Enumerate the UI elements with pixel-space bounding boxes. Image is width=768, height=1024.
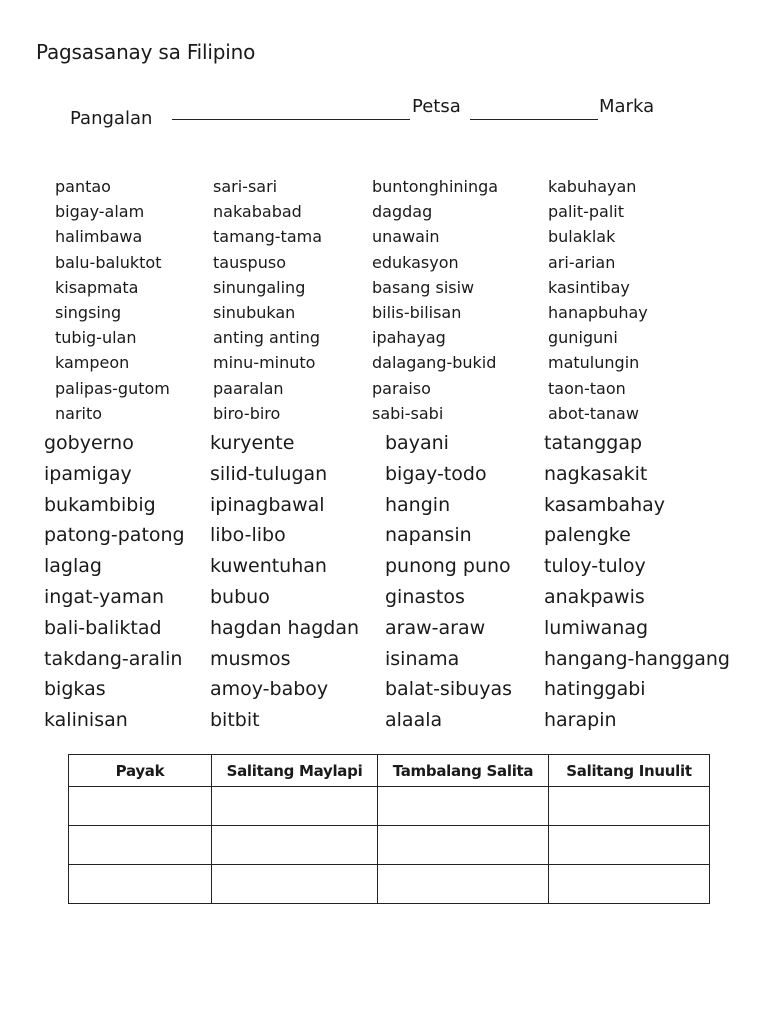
- word: bigay-todo: [385, 462, 487, 485]
- word: takdang-aralin: [44, 647, 183, 670]
- word: hanapbuhay: [548, 302, 648, 322]
- word: araw-araw: [385, 616, 486, 639]
- word: ipinagbawal: [210, 493, 325, 516]
- word: sinubukan: [213, 302, 296, 322]
- word: kuryente: [210, 432, 295, 454]
- answer-cell[interactable]: [212, 865, 378, 904]
- word: bilis-bilisan: [372, 302, 462, 322]
- word-column-1: [55, 174, 170, 426]
- word: bitbit: [210, 709, 260, 732]
- word: gobyerno: [44, 432, 134, 454]
- word: tamang-tama: [213, 227, 323, 247]
- word-column-4: [548, 174, 648, 426]
- word: balu-baluktot: [55, 252, 162, 272]
- word: alaala: [385, 709, 443, 732]
- word: amoy-baboy: [210, 678, 329, 701]
- word: ipahayag: [372, 328, 446, 348]
- word: bigay-alam: [55, 202, 145, 222]
- word: sinungaling: [213, 277, 306, 297]
- word: tauspuso: [213, 252, 286, 272]
- name-blank[interactable]: [172, 119, 410, 120]
- word: silid-tulugan: [210, 462, 328, 485]
- classification-table: [68, 754, 710, 904]
- answer-cell[interactable]: [549, 826, 710, 865]
- name-label: Pangalan: [70, 108, 153, 129]
- header-payak: Payak: [69, 755, 212, 787]
- word: kasambahay: [544, 493, 665, 516]
- word: buntonghininga: [372, 177, 499, 196]
- table-header-row: [69, 755, 710, 787]
- word: matulungin: [548, 353, 640, 373]
- word: ginastos: [385, 585, 465, 608]
- word: singsing: [55, 302, 122, 322]
- word: bubuo: [210, 585, 270, 608]
- word: abot-tanaw: [548, 403, 639, 423]
- word: palipas-gutom: [55, 378, 170, 398]
- word: napansin: [385, 524, 472, 547]
- word: bulaklak: [548, 227, 616, 247]
- word: kampeon: [55, 353, 130, 373]
- word: bigkas: [44, 678, 106, 701]
- word: hangin: [385, 493, 451, 516]
- word-column-1: [44, 428, 185, 736]
- word-column-2: [210, 428, 359, 736]
- word: sabi-sabi: [372, 403, 444, 423]
- word: kasintibay: [548, 277, 630, 297]
- word: punong puno: [385, 555, 511, 578]
- date-blank[interactable]: [470, 119, 598, 120]
- word: bayani: [385, 432, 449, 454]
- word: kalinisan: [44, 709, 128, 732]
- word: paaralan: [213, 378, 284, 398]
- answer-cell[interactable]: [378, 865, 549, 904]
- word: biro-biro: [213, 403, 281, 423]
- word: pantao: [55, 177, 111, 196]
- word: kisapmata: [55, 277, 139, 297]
- word: basang sisiw: [372, 277, 475, 297]
- header-salitang-maylapi: Salitang Maylapi: [212, 755, 378, 787]
- word: balat-sibuyas: [385, 678, 512, 701]
- word-column-3: [372, 174, 498, 426]
- word: palengke: [544, 524, 631, 547]
- word: tatanggap: [544, 432, 643, 454]
- word: ingat-yaman: [44, 585, 165, 608]
- page-title: Pagsasanay sa Filipino: [36, 40, 256, 64]
- word: hagdan hagdan: [210, 616, 360, 639]
- word: guniguni: [548, 328, 618, 348]
- header-salitang-inuulit: Salitang Inuulit: [549, 755, 710, 787]
- word: dalagang-bukid: [372, 353, 497, 373]
- word: tuloy-tuloy: [544, 555, 646, 578]
- word-column-2: [213, 174, 322, 426]
- word: unawain: [372, 227, 440, 247]
- word: nakababad: [213, 202, 302, 222]
- word: paraiso: [372, 378, 431, 398]
- word: palit-palit: [548, 202, 625, 222]
- word: ipamigay: [44, 462, 132, 485]
- word: anakpawis: [544, 585, 645, 608]
- word-column-3: [385, 428, 512, 736]
- answer-cell[interactable]: [69, 826, 212, 865]
- word: narito: [55, 403, 103, 423]
- word: dagdag: [372, 202, 433, 222]
- word: harapin: [544, 709, 617, 732]
- answer-cell[interactable]: [212, 787, 378, 826]
- table-row: [69, 826, 710, 865]
- word: hatinggabi: [544, 678, 646, 701]
- word: musmos: [210, 647, 291, 670]
- word: sari-sari: [213, 177, 278, 196]
- header-tambalang-salita: Tambalang Salita: [378, 755, 549, 787]
- word: hangang-hanggang: [544, 647, 730, 670]
- word: kabuhayan: [548, 177, 637, 196]
- word: nagkasakit: [544, 462, 648, 485]
- word: tubig-ulan: [55, 328, 137, 348]
- table-row: [69, 787, 710, 826]
- answer-cell[interactable]: [378, 787, 549, 826]
- word: ari-arian: [548, 252, 616, 272]
- answer-cell[interactable]: [549, 865, 710, 904]
- word-list-small: [0, 174, 768, 423]
- word: bali-baliktad: [44, 616, 162, 639]
- word: taon-taon: [548, 378, 626, 398]
- word: lumiwanag: [544, 616, 649, 639]
- word: edukasyon: [372, 252, 459, 272]
- answer-cell[interactable]: [69, 787, 212, 826]
- word-column-4: [544, 428, 730, 736]
- word-list-large: [0, 428, 730, 738]
- word: minu-minuto: [213, 353, 316, 373]
- answer-cell[interactable]: [378, 826, 549, 865]
- word: isinama: [385, 647, 460, 670]
- date-label: Petsa: [412, 96, 461, 117]
- score-label: Marka: [599, 96, 655, 117]
- word: libo-libo: [210, 524, 286, 547]
- word: kuwentuhan: [210, 555, 327, 578]
- word: anting anting: [213, 328, 321, 348]
- answer-cell[interactable]: [69, 865, 212, 904]
- word: laglag: [44, 555, 102, 578]
- word: patong-patong: [44, 524, 185, 547]
- answer-cell[interactable]: [212, 826, 378, 865]
- word: bukambibig: [44, 493, 156, 516]
- word: halimbawa: [55, 227, 143, 247]
- answer-cell[interactable]: [549, 787, 710, 826]
- table-row: [69, 865, 710, 904]
